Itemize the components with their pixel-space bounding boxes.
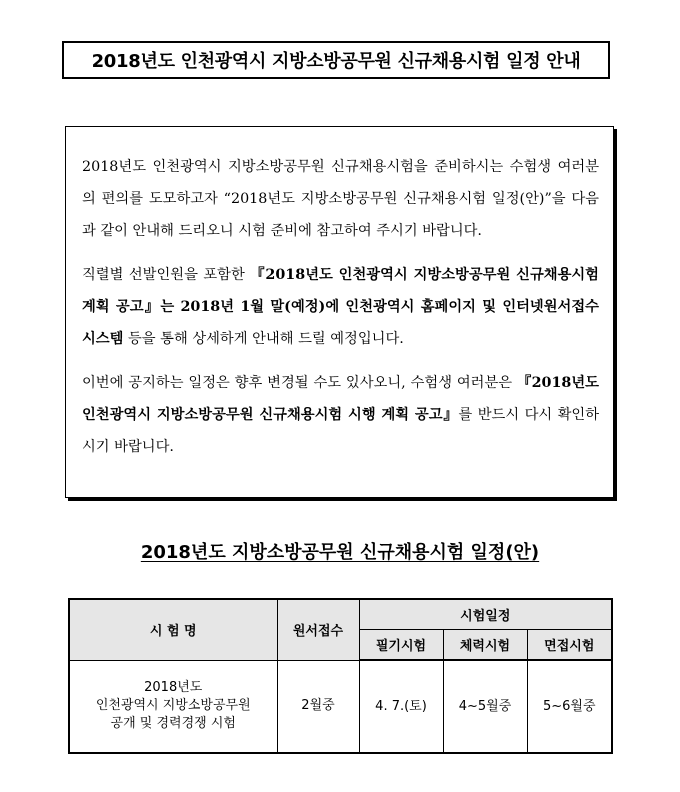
header-written: 필기시험 xyxy=(359,630,443,661)
section-title xyxy=(0,538,680,564)
header-schedule: 시험일정 xyxy=(359,599,612,630)
notice-paragraph-2 xyxy=(82,259,599,355)
page-title xyxy=(62,41,610,79)
notice-p2-tail: 등을 통해 상세하게 안내해 드릴 예정입니다. xyxy=(123,331,404,347)
header-interview: 면접시험 xyxy=(527,630,612,661)
section-title-text: 2018년도 지방소방공무원 신규채용시험 일정(안) xyxy=(140,542,540,563)
header-physical: 체력시험 xyxy=(443,630,527,661)
cell-application: 2월중 xyxy=(277,660,359,753)
notice-p3-lead: 이번에 공지하는 일정은 향후 변경될 수도 있사오니, 수험생 여러분은 xyxy=(82,375,517,391)
notice-p3-bold: 『2018년도 인천광역시 지방소방공무원 신규채용시험 시행 계획 공고』 xyxy=(82,375,599,423)
exam-name-line-1: 2018년도 xyxy=(144,680,203,696)
exam-name-line-3: 공개 및 경력경쟁 시험 xyxy=(110,716,236,732)
notice-box xyxy=(65,126,614,498)
notice-p1-text: 2018년도 인천광역시 지방소방공무원 신규채용시험을 준비하시는 수험생 여러분의 편의를 도모하고자 “2018년도 지방소방공무원 신규채용시험 일정(안)”을 다음과 같이 안내해 드리오니 시험 준비에 참고하여 주시기 바랍니다. xyxy=(82,159,600,239)
notice-paragraph-1 xyxy=(82,151,599,247)
schedule-table xyxy=(68,598,613,754)
cell-interview: 5~6월중 xyxy=(527,660,612,753)
notice-paragraph-3 xyxy=(82,367,599,463)
table-row xyxy=(69,660,612,753)
exam-name-line-2: 인천광역시 지방소방공무원 xyxy=(95,698,251,714)
notice-p2-bold: 『2018년도 인천광역시 지방소방공무원 신규채용시험 계획 공고』는 2018년 1월 말(예정)에 인천광역시 홈페이지 및 인터넷원서접수시스템 xyxy=(82,267,599,347)
header-application: 원서접수 xyxy=(277,599,359,660)
cell-written: 4. 7.(토) xyxy=(359,660,443,753)
table-header-row xyxy=(69,599,612,630)
header-exam-name: 시 험 명 xyxy=(69,599,277,660)
cell-exam-name xyxy=(69,660,277,753)
page-title-text: 2018년도 인천광역시 지방소방공무원 신규채용시험 일정 안내 xyxy=(91,51,581,72)
cell-physical: 4~5월중 xyxy=(443,660,527,753)
notice-p3-tail: 를 반드시 다시 확인하시기 바랍니다. xyxy=(82,407,600,455)
notice-p2-lead: 직렬별 선발인원을 포함한 xyxy=(82,267,251,283)
